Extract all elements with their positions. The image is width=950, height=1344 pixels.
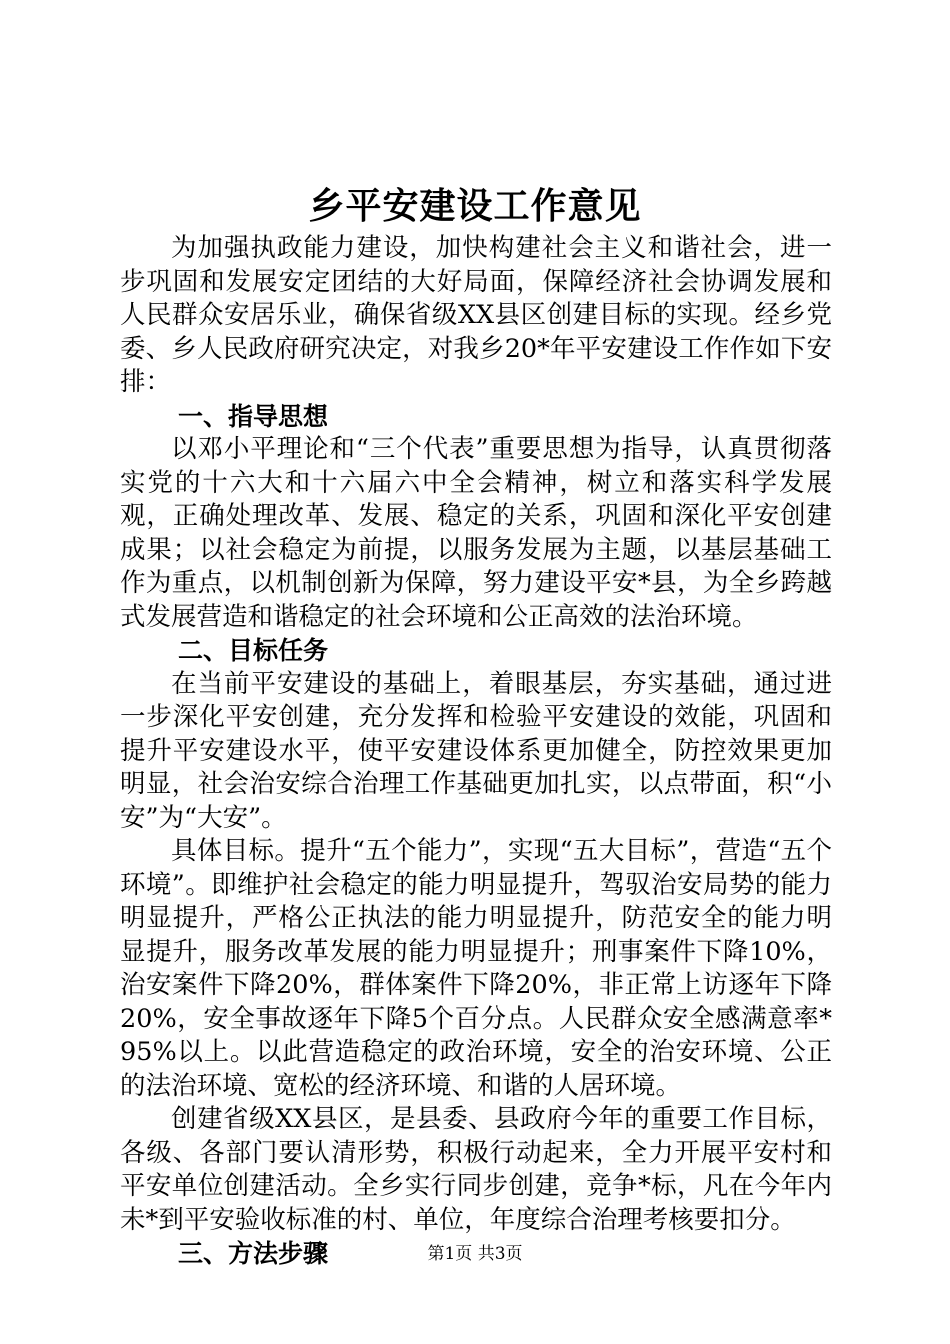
document-body bbox=[120, 232, 832, 1271]
county-creation-paragraph: 创建省级XX县区，是县委、县政府今年的重要工作目标，各级、各部门要认清形势，积极行动起来，全力开展平安村和平安单位创建活动。全乡实行同步创建，竞争*标，凡在今年内未*到平安验收标准的村、单位，年度综合治理考核要扣分。 bbox=[120, 1104, 832, 1235]
goals-paragraph: 在当前平安建设的基础上，着眼基层，夯实基础，通过进一步深化平安创建，充分发挥和检验平安建设的效能，巩固和提升平安建设水平，使平安建设体系更加健全，防控效果更加明显，社会治安综合治理工作基础更加扎实，以点带面，积“小安”为“大安”。 bbox=[120, 668, 832, 833]
specific-goals-paragraph: 具体目标。提升“五个能力”，实现“五大目标”，营造“五个环境”。即维护社会稳定的能力明显提升，驾驭治安局势的能力明显提升，严格公正执法的能力明显提升，防范安全的能力明显提升，服务改革发展的能力明显提升；刑事案件下降10%，治安案件下降20%，群体案件下降20%，非正常上访逐年下降20%，安全事故逐年下降5个百分点。人民群众安全感满意率*95%以上。以此营造稳定的政治环境，安全的治安环境、公正的法治环境、宽松的经济环境、和谐的人居环境。 bbox=[120, 836, 832, 1101]
section-heading-goals-tasks: 二、目标任务 bbox=[178, 636, 329, 665]
section-heading-guiding-ideology: 一、指导思想 bbox=[178, 401, 329, 431]
intro-paragraph: 为加强执政能力建设，加快构建社会主义和谐社会，进一步巩固和发展安定团结的大好局面，保障经济社会协调发展和人民群众安居乐业，确保省级XX县区创建目标的实现。经乡党委、乡人民政府研究决定，对我乡20*年平安建设工作作如下安排： bbox=[120, 233, 832, 397]
page-number-footer: 第1页 共3页 bbox=[427, 1244, 523, 1264]
document-title: 乡平安建设工作意见 bbox=[308, 186, 642, 227]
section-heading-methods-steps: 三、方法步骤 bbox=[178, 1239, 329, 1268]
guiding-ideology-paragraph: 以邓小平理论和“三个代表”重要思想为指导，认真贯彻落实党的十六大和十六届六中全会精神，树立和落实科学发展观，正确处理改革、发展、稳定的关系，巩固和深化平安创建成果；以社会稳定为前提，以服务发展为主题，以基层基础工作为重点，以机制创新为保障，努力建设平安*县，为全乡跨越式发展营造和谐稳定的社会环境和公正高效的法治环境。 bbox=[120, 434, 832, 632]
